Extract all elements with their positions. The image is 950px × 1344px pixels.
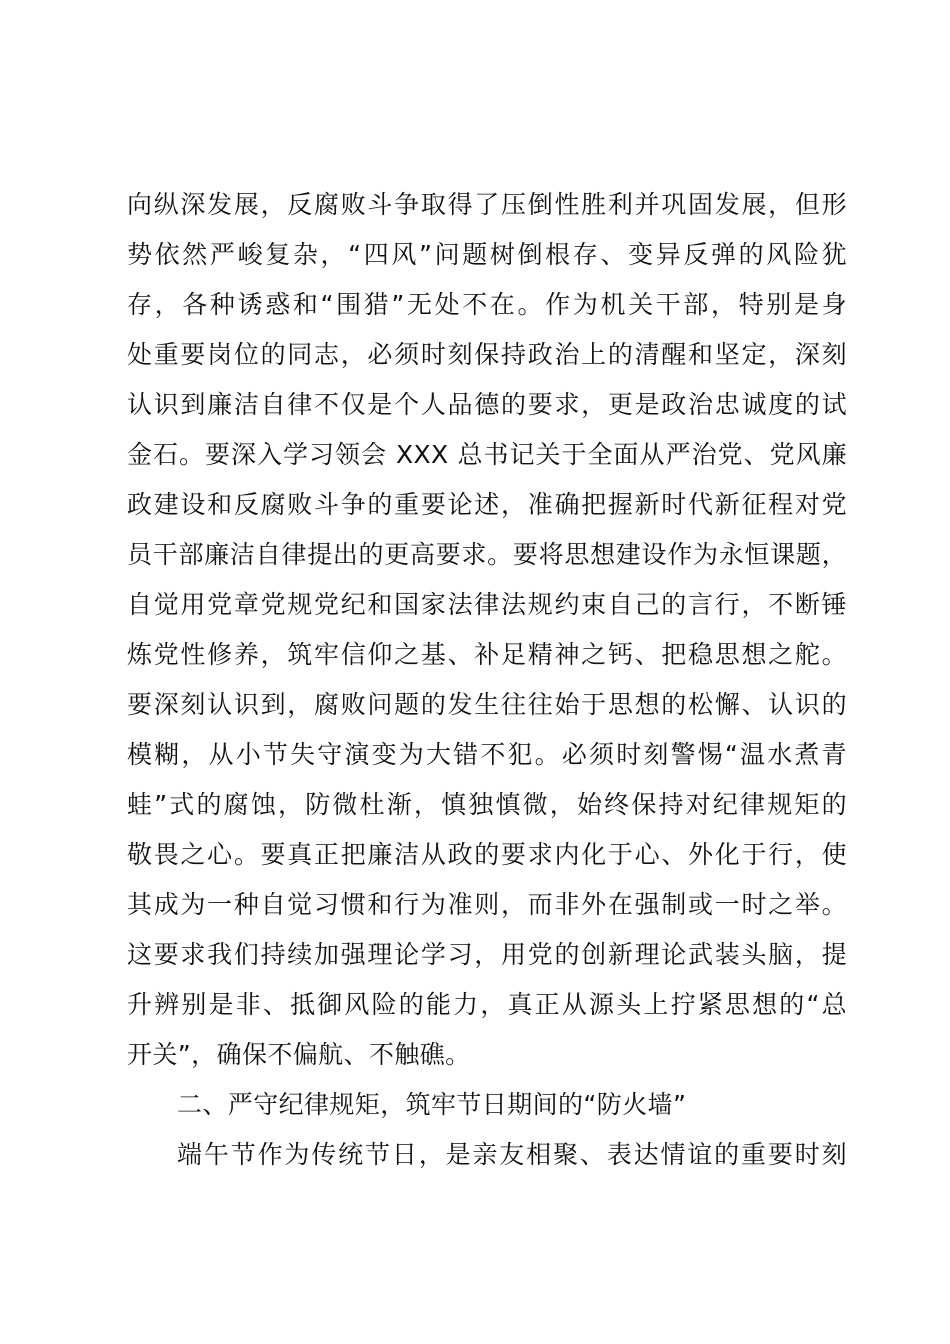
text-line: 员干部廉洁自律提出的更高要求。要将思想建设作为永恒课题， [127,540,847,569]
section-heading: 二、严守纪律规矩，筑牢节日期间的“防火墙” [177,1090,687,1119]
text-line: 模糊，从小节失守演变为大错不犯。必须时刻警惕“温水煮青 [127,740,847,769]
body-text [127,180,847,1180]
text-line: 升辨别是非、抵御风险的能力，真正从源头上拧紧思想的“总 [127,990,847,1019]
text-line: 处重要岗位的同志，必须时刻保持政治上的清醒和坚定，深刻 [127,340,847,369]
text-line: 这要求我们持续加强理论学习，用党的创新理论武装头脑，提 [127,940,847,969]
text-line: 其成为一种自觉习惯和行为准则，而非外在强制或一时之举。 [127,890,847,919]
text-line: 政建设和反腐败斗争的重要论述，准确把握新时代新征程对党 [127,490,847,519]
text-line: 向纵深发展，反腐败斗争取得了压倒性胜利并巩固发展，但形 [127,190,847,219]
text-line: 要深刻认识到，腐败问题的发生往往始于思想的松懈、认识的 [127,690,847,719]
text-line: 自觉用党章党规党纪和国家法律法规约束自己的言行，不断锤 [127,590,847,619]
text-line: 势依然严峻复杂，“四风”问题树倒根存、变异反弹的风险犹 [127,240,847,269]
text-line: 存，各种诱惑和“围猎”无处不在。作为机关干部，特别是身 [127,290,847,319]
text-line: 敬畏之心。要真正把廉洁从政的要求内化于心、外化于行，使 [127,840,847,869]
text-line: 认识到廉洁自律不仅是个人品德的要求，更是政治忠诚度的试 [127,390,847,419]
paragraph-start-line: 端午节作为传统节日，是亲友相聚、表达情谊的重要时刻 [177,1140,847,1169]
text-line: 炼党性修养，筑牢信仰之基、补足精神之钙、把稳思想之舵。 [127,640,847,669]
text-line: 蛙”式的腐蚀，防微杜渐，慎独慎微，始终保持对纪律规矩的 [127,790,847,819]
text-line: 金石。要深入学习领会 XXX 总书记关于全面从严治党、党风廉 [127,440,847,469]
paragraph-end-line: 开关”，确保不偏航、不触礁。 [127,1040,471,1069]
